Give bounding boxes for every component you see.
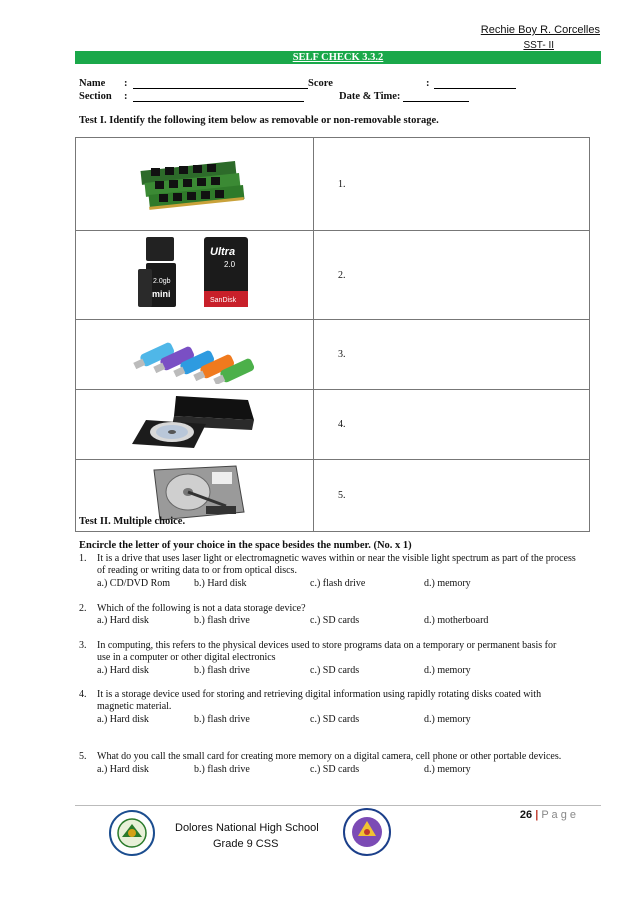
question-text-cont: of reading or writing data to or from optical discs. <box>97 565 297 576</box>
item-number: 1. <box>338 178 346 190</box>
school-name: Dolores National High School <box>175 822 319 834</box>
answer-cell[interactable] <box>314 460 590 532</box>
option-d[interactable]: d.) motherboard <box>424 615 489 626</box>
deped-seal-icon <box>342 808 392 856</box>
item-number: 4. <box>338 419 346 430</box>
svg-text:SanDisk: SanDisk <box>210 297 237 304</box>
option-a[interactable]: a.) Hard disk <box>97 665 149 676</box>
subject-code: SST- II <box>523 40 554 51</box>
question-text: In computing, this refers to the physical devices used to store programs data on a temporary or permanent basis for <box>97 640 557 651</box>
table-row <box>76 138 590 231</box>
option-b[interactable]: b.) flash drive <box>194 714 250 725</box>
answer-cell[interactable] <box>314 390 590 460</box>
image-cell <box>76 390 314 460</box>
footer-divider <box>75 805 601 806</box>
grade-label: Grade 9 CSS <box>213 838 279 850</box>
test1-instruction: Test I. Identify the following item below as removable or non-removable storage. <box>79 115 439 126</box>
question-number: 2. <box>79 603 87 614</box>
score-colon: : <box>426 78 430 89</box>
flash-drives-image <box>76 320 313 384</box>
svg-text:2.0: 2.0 <box>224 260 236 269</box>
score-field[interactable] <box>434 78 516 89</box>
test2-instruction: Encircle the letter of your choice in the space besides the number. (No. x 1) <box>79 540 412 551</box>
ram-modules-image <box>76 138 313 225</box>
option-a[interactable]: a.) Hard disk <box>97 764 149 775</box>
sd-cards-image <box>76 231 313 314</box>
section-label: Section <box>79 91 112 102</box>
option-b[interactable]: b.) flash drive <box>194 665 250 676</box>
storage-items-table <box>75 137 590 532</box>
page-separator: | <box>535 809 539 821</box>
page-word: P a g e <box>541 809 576 821</box>
option-a[interactable]: a.) CD/DVD Rom <box>97 578 171 589</box>
svg-text:2.0gb: 2.0gb <box>153 278 171 285</box>
question-text: It is a drive that uses laser light or electromagnetic waves within or near the visible light spectrum as part of the process <box>97 553 576 564</box>
question-text: What do you call the small card for creating more memory on a digital camera, cell phone or other portable devices. <box>97 751 562 762</box>
option-c[interactable]: c.) SD cards <box>310 615 360 626</box>
cd-drive-image <box>76 390 313 454</box>
image-cell <box>76 231 314 320</box>
worksheet-title: SELF CHECK 3.3.2 <box>292 52 384 63</box>
name-field[interactable] <box>133 78 308 89</box>
option-a[interactable]: a.) Hard disk <box>97 615 149 626</box>
question-number: 1. <box>79 553 87 564</box>
option-d[interactable]: d.) memory <box>424 764 471 775</box>
score-label: Score <box>308 78 333 89</box>
item-number: 5. <box>338 490 346 501</box>
date-time-label: Date & Time: <box>339 91 401 102</box>
item-number: 3. <box>338 349 346 360</box>
section-colon: : <box>124 91 128 102</box>
answer-cell[interactable] <box>314 231 590 320</box>
table-row <box>76 320 590 390</box>
page-number: 26 <box>519 809 533 821</box>
option-c[interactable]: c.) SD cards <box>310 764 360 775</box>
page-number-block <box>520 809 576 821</box>
date-time-field[interactable] <box>403 91 469 102</box>
option-d[interactable]: d.) memory <box>424 665 471 676</box>
option-b[interactable]: b.) flash drive <box>194 615 250 626</box>
author-name: Rechie Boy R. Corcelles <box>480 24 600 36</box>
option-d[interactable]: d.) memory <box>424 578 471 589</box>
school-seal-icon <box>108 810 156 856</box>
test2-title: Test II. Multiple choice. <box>79 516 186 527</box>
section-field[interactable] <box>133 91 304 102</box>
table-row <box>76 231 590 320</box>
question-text: Which of the following is not a data storage device? <box>97 603 306 614</box>
option-b[interactable]: b.) Hard disk <box>194 578 247 589</box>
question-text-cont: magnetic material. <box>97 701 172 712</box>
option-d[interactable]: d.) memory <box>424 714 471 725</box>
option-c[interactable]: c.) flash drive <box>310 578 366 589</box>
question-text-cont: use in a computer or other digital electronics <box>97 652 276 663</box>
table-row <box>76 390 590 460</box>
svg-text:Ultra: Ultra <box>210 246 236 258</box>
answer-cell[interactable] <box>314 138 590 231</box>
option-c[interactable]: c.) SD cards <box>310 714 360 725</box>
answer-cell[interactable] <box>314 320 590 390</box>
name-label: Name <box>79 78 106 89</box>
option-c[interactable]: c.) SD cards <box>310 665 360 676</box>
question-text: It is a storage device used for storing and retrieving digital information using rapidly rotating disks coated with <box>97 689 542 700</box>
option-b[interactable]: b.) flash drive <box>194 764 250 775</box>
image-cell <box>76 320 314 390</box>
question-number: 4. <box>79 689 87 700</box>
question-number: 3. <box>79 640 87 651</box>
option-a[interactable]: a.) Hard disk <box>97 714 149 725</box>
title-banner <box>75 51 601 64</box>
question-number: 5. <box>79 751 87 762</box>
svg-text:mini: mini <box>152 289 171 299</box>
name-colon: : <box>124 78 128 89</box>
item-number: 2. <box>338 269 346 281</box>
image-cell <box>76 138 314 231</box>
